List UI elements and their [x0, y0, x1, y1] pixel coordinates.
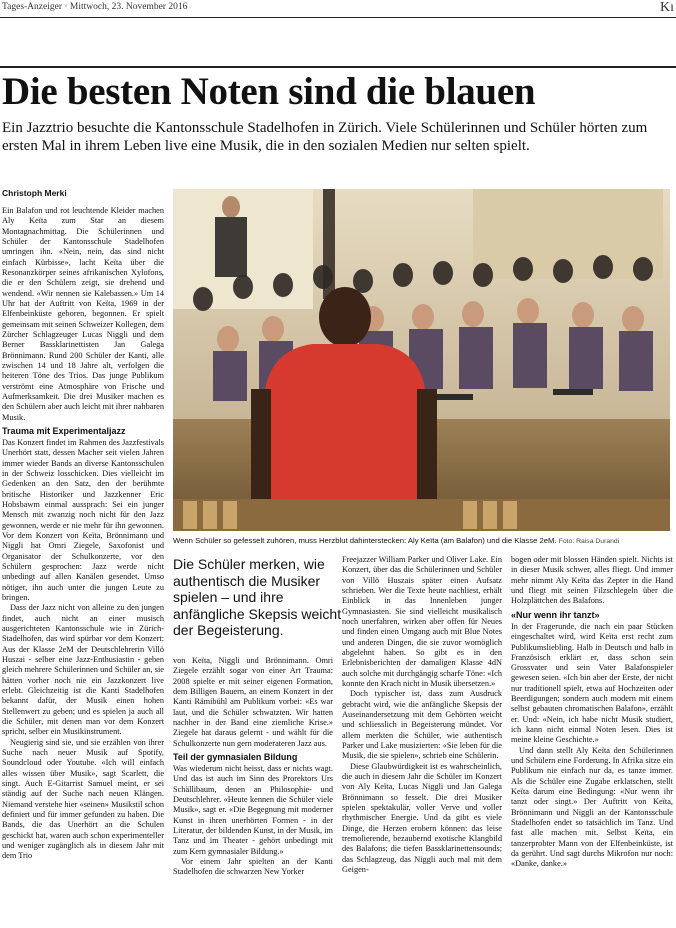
paragraph: Vor einem Jahr spielten an der Kanti Stadelhofen die schwarzen New Yorker: [173, 857, 333, 877]
lead-text: Ein Jazztrio besuchte die Kantonsschule Stadelhofen in Zürich. Viele Schülerinnen und Schüler hörten zum ersten Mal in ihrem Leben live eine Musik, die in den sozialen Medien nur selten spielt.: [2, 120, 648, 154]
paragraph: Diese Glaubwürdigkeit ist es wahrscheinlich, die auch in diesem Jahr die Schüler im Konzert von Aly Keïta, Lucas Niggli und Jan Galega Brönnimann so fesselt. Die drei Musiker spielen spektakulär, voller Verve und voller rhythmischer Energie. Und da gibt es viele Dinge, die Herzen erobern können: das leise tremolierende, bezaubernd exotische Klangbild des Balafons; die tiefen Bassklarinettensounds; das Schlagzeug, das Niggli auch mal mit dem Geigen-: [342, 761, 502, 874]
page-corner-mark: Kı: [660, 0, 674, 15]
paragraph: Und dann stellt Aly Keïta den Schülerinnen und Schülern eine Forderung. In Afrika sitze ein Publikum nie einfach nur da, es tanze immer. Als die Schüler eine Zugabe erklatschen, stellt Keïta darum eine Bedingung: «Nur wenn ihr tanzt oder singt.» Der Auftritt von Keïta, Brönnimann und Niggli an der Kantonsschule Stadelhofen endet so tatsächlich im Tanz. Und fast alle machen mit. Selbst Keïta, ein tanzerprobter Mann von der Elfenbeinküste, ist da gerührt. Und sagt durchs Mikrofon nur noch: «Danke, danke.»: [511, 745, 673, 869]
column-4: [511, 555, 673, 870]
masthead: Tages-Anzeiger · Mittwoch, 23. November 2016: [2, 2, 188, 12]
caption-text: Wenn Schüler so gefesselt zuhören, muss Herzblut dahinterstecken: Aly Keïta (am Balafon) und die Klasse 2eM.: [173, 536, 557, 545]
paragraph: Freejazzer William Parker und Oliver Lake. Ein Konzert, über das die Schülerinnen und Schüler von Villö Huszais später einen Aufsatz schrieben. Wer die Texte heute nachliest, erhält Einblick in das Innenleben junger Gymnasiasten. Sie sind vielleicht musikalisch noch unerfahren, wirken aber offen für Neues und finden einen Umgang auch mit Blue Notes und anderen Dingen, die sie zuvor womöglich abgelehnt haben. So gibt es in den Erlebnisberichten der damaligen Klasse 4dN auch solche mit durchgängig scharfe Töne: «Ich konnte den Krach nicht in Musik übersetzen.»: [342, 555, 502, 688]
column-3: [342, 555, 502, 875]
author-byline: Christoph Merki: [2, 188, 67, 198]
section-rule: [0, 66, 676, 68]
pull-quote: Die Schüler merken, wie authentisch die Musiker spielen – und ihre anfängliche Skepsis weicht der Begeisterung.: [173, 556, 342, 639]
article-photo: [173, 189, 670, 531]
subheading: Teil der gymnasialen Bildung: [173, 751, 298, 762]
column-1: [2, 206, 164, 862]
paragraph: bogen oder mit blossen Händen spielt. Nichts ist in dieser Musik schwer, alles fliegt. Und immer mehr nimmt Aly Keïta das Zepter in die Hand und fliegt mit seinen Filzschlegeln über die Holzplättchen des Balafons.: [511, 555, 673, 606]
subheading: «Nur wenn ihr tanzt»: [511, 609, 600, 620]
concert-photo-illustration: [173, 189, 670, 531]
paragraph: Das Konzert findet im Rahmen des Jazzfestivals Unerhört statt, dessen Macher seit vielen Jahren immer wieder Bands an diverse Kantonsschulen in der Schweiz losschicken. Dies vielleicht im Gedenken an den Satz, den der berühmte britische Historiker und Jazzkenner Eric Hobsbawm einmal aussprach: Sei ein junger Mensch mit zwanzig noch nicht für den Jazz gewonnen, werde er nie mehr für ihn gewonnen. Vor dem Konzert von Keïta, Brönnimann und Niggli hat Omri Ziegele, Saxofonist und Organisator der Schulkonzerte, vor den Schülern gesprochen: Jazz werde nicht unbedingt auf allen Kanälen gesendet. Umso nötiger, ihn auch unter die jungen Leute zu bringen.: [2, 438, 164, 603]
paragraph: Was wiederum nicht heisst, dass er nichts wagt. Und das ist auch im Sinn des Prorektors Urs Schällibaum, denen an Philosophie- und Deutschlehrer. «Heute kennen die Schüler viele Musik», sagt er. «Die Begegnung mit moderner Kunst in ihren unerhörten Formen - in der Literatur, der bildenden Kunst, in der Musik, im Tanz und im Theater - gehört unbedingt mit zum Kern gymnasialer Bildung.»: [173, 764, 333, 856]
paragraph: von Keïta, Niggli und Brönnimann. Omri Ziegele erzählt sogar von einer Art Trauma: 2008 spielte er mit seiner eigenen Formation, dem Billigen Bauern, an einem Konzert in der Kanti Rämibühl am Publikum vorbei: «Es war laut, und die Schüler schwatzten. Wir hatten nachher in der Band eine ziemliche Krise.» Ziegele hat daraus gelernt - und wählt für die Schulkonzerte nun gern moderateren Jazz aus.: [173, 656, 333, 748]
paragraph: Dass der Jazz nicht von alleine zu den jungen findet, auch nicht an einer musisch ausgerichteten Kantonsschule wie in Zürich-Stadelhofen, das wird spürbar vor dem Konzert: Aus der Klasse 2eM der Deutschlehrerin Villö Huszai - selber eine Jazz-Enthusiastin - geben gleich mehrere Schülerinnen und Schüler an, sie hätten vorher noch nie ein Jazzkonzert live erlebt. Gleichzeitig ist die Kanti Stadelhofen bekannt dafür, der Musik einen hohen Stellenwert zu geben; und es spielen ja auch all die Schüler, mit denen man vor dem Konzert spricht, selber ein Musikinstrument.: [2, 603, 164, 737]
headline: Die besten Noten sind die blauen: [2, 70, 536, 113]
photo-caption: [173, 536, 670, 545]
masthead-rule: [0, 17, 676, 18]
subheading: Trauma mit Experimentaljazz: [2, 425, 126, 436]
column-2: [173, 656, 333, 878]
photo-credit: Foto: Raisa Durandi: [558, 538, 620, 545]
paragraph: In der Fragerunde, die nach ein paar Stücken eingeschaltet wird, wird Keïta erst recht zum Publikumsliebling. Halb in Deutsch und halb in Französisch erklärt er, dass schon sein Grossvater und sein Vater Balafonspieler gewesen seien. «Ich bin aber der Erste, der nicht nur traditionell spielt, etwa auf Hochzeiten oder Beerdigungen; sondern auch modern mit einem selbst gebauten chromatischen Balafon», erzählt er. Und: «Nein, ich habe nicht Musik studiert, ich kann nicht einmal Noten lesen. Dies ist meine kleine Geschichte.»: [511, 621, 673, 745]
paragraph: Neugierig sind sie, und sie erzählen von ihrer Suche nach neuer Musik auf Spotify, Soundcloud oder Youtube. «Ich will einfach alles wissen über Musik», sagt Scarlett, die singt. Auch E-Gitarrist Samuel meint, er sei ständig auf der Suche nach neuen Klängen. Niemand verstehe hier «seinen» Musikstil schon definiert und für immer gefunden zu haben. Die Bands, die das Unerhört an die Schulen geschickt hat, waren auch schon experimenteller und weniger zugänglich als in diesem Jahr mit dem Trio: [2, 737, 164, 861]
paragraph: Ein Balafon und rot leuchtende Kleider machen Aly Keïta zum Star an diesem Montagnachmittag. Die Schülerinnen und Schüler der Kantonsschule Stadelhofen umringen ihn. «Nein, nein, das sind nicht einfach Kürbisse», lacht Keïta über die Resonanzkörper seines afrikanischen Xylofons, die er den Schülern zeigt, sie drehend und wendend. «Wir nennen sie Kalebassen.» Um 14 Uhr hat der Auftritt von Keïta, 1969 in der Elfenbeinküste geboren, begonnen. Er spielt gemeinsam mit seinen Schweizer Kollegen, dem Zürcher Schlagzeuger Lucas Niggli und dem Berner Bassklarinettisten Jan Galega Brönnimann. Rund 200 Schüler der Kanti, alle zwischen 14 und 18 Jahre alt, verfolgen die heiteren Töne des Trios. Das junge Publikum verströmt eine Atmosphäre von Frische und Aufmerksamkeit. Die drei Musiker machen es den Schülern aber auch leicht mit ihrer nahbaren Musik.: [2, 206, 164, 422]
paragraph: Doch typischer ist, dass zum Ausdruck gebracht wird, wie die anfängliche Skepsis der Auseinandersetzung mit dem Gehörten weicht und schliesslich in Begeisterung mündet. Vor allem merkten die Schüler, wie authentisch Parker und Lake musizierten: «Sie leben für die Musik, die sie spielen», schrieb eine Schülerin.: [342, 689, 502, 761]
